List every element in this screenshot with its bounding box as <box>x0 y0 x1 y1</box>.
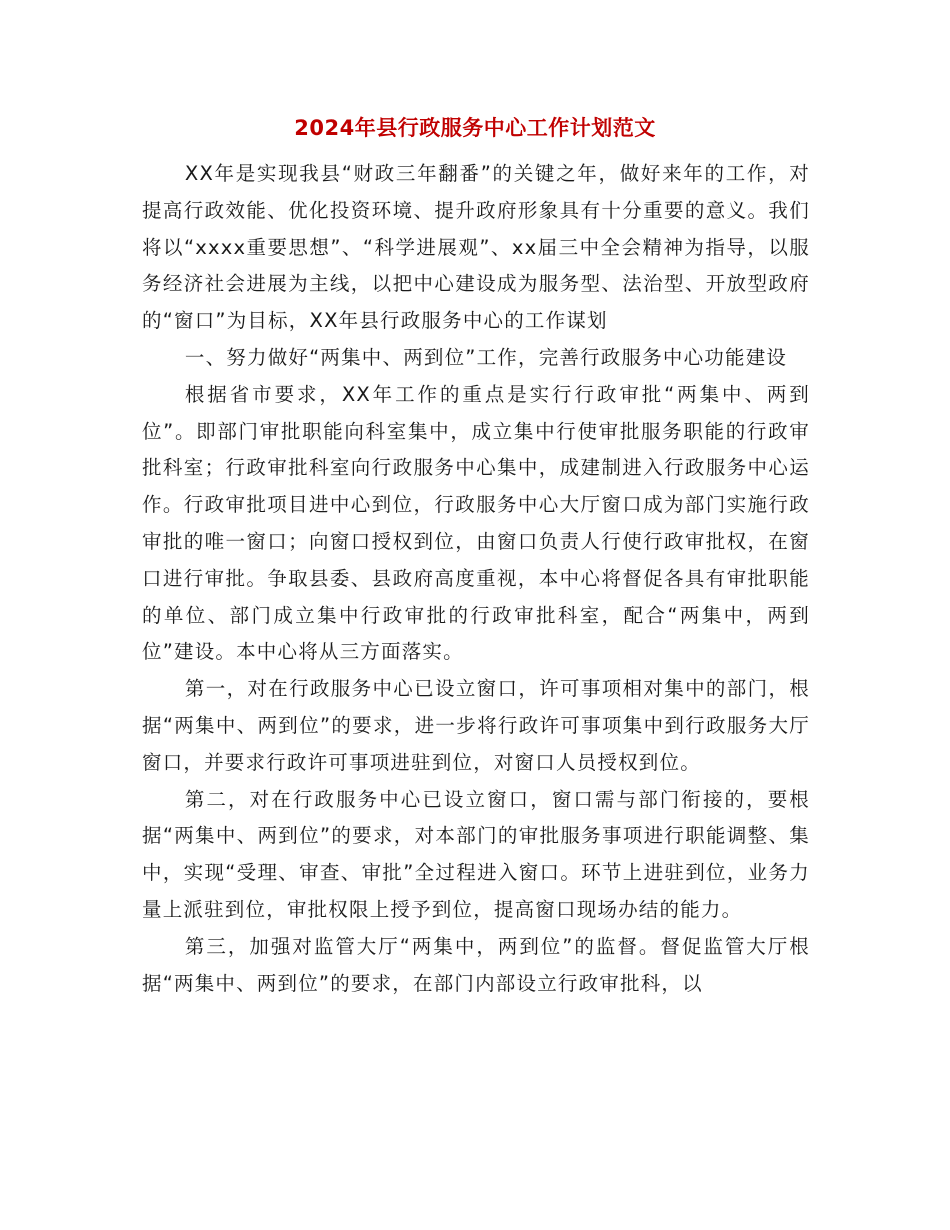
document-title: 2024年县行政服务中心工作计划范文 <box>294 116 656 140</box>
document-body <box>142 156 810 1002</box>
paragraph-section-heading: 一、努力做好“两集中、两到位”工作，完善行政服务中心功能建设 <box>184 345 788 369</box>
paragraph-requirements: 根据省市要求，XX年工作的重点是实行行政审批“两集中、两到位”。即部门审批职能向科室集中，成立集中行使审批服务职能的行政审批科室；行政审批科室向行政服务中心集中，成建制进入行政服务中心运作。行政审批项目进中心到位，行政服务中心大厅窗口成为部门实施行政审批的唯一窗口；向窗口授权到位，由窗口负责人行使行政审批权，在窗口进行审批。争取县委、县政府高度重视，本中心将督促各具有审批职能的单位、部门成立集中行政审批的行政审批科室，配合“两集中，两到位”建设。本中心将从三方面落实。 <box>142 382 810 664</box>
paragraph-intro: XX年是实现我县“财政三年翻番”的关键之年，做好来年的工作，对提高行政效能、优化投资环境、提升政府形象具有十分重要的意义。我们将以“xxxx重要思想”、“科学进展观”、xx届三中全会精神为指导，以服务经济社会进展为主线，以把中心建设成为服务型、法治型、开放型政府的“窗口”为目标，XX年县行政服务中心的工作谋划 <box>142 162 810 333</box>
paragraph-third-point: 第三，加强对监管大厅“两集中，两到位”的监督。督促监管大厅根据“两集中、两到位”的要求，在部门内部设立行政审批科，以 <box>142 934 810 995</box>
paragraph-second-point: 第二，对在行政服务中心已设立窗口，窗口需与部门衔接的，要根据“两集中、两到位”的要求，对本部门的审批服务事项进行职能调整、集中，实现“受理、审查、审批”全过程进入窗口。环节上进驻到位，业务力量上派驻到位，审批权限上授予到位，提高窗口现场办结的能力。 <box>142 787 810 921</box>
paragraph-first-point: 第一，对在行政服务中心已设立窗口，许可事项相对集中的部门，根据“两集中、两到位”的要求，进一步将行政许可事项集中到行政服务大厅窗口，并要求行政许可事项进驻到位，对窗口人员授权到位。 <box>142 677 810 774</box>
